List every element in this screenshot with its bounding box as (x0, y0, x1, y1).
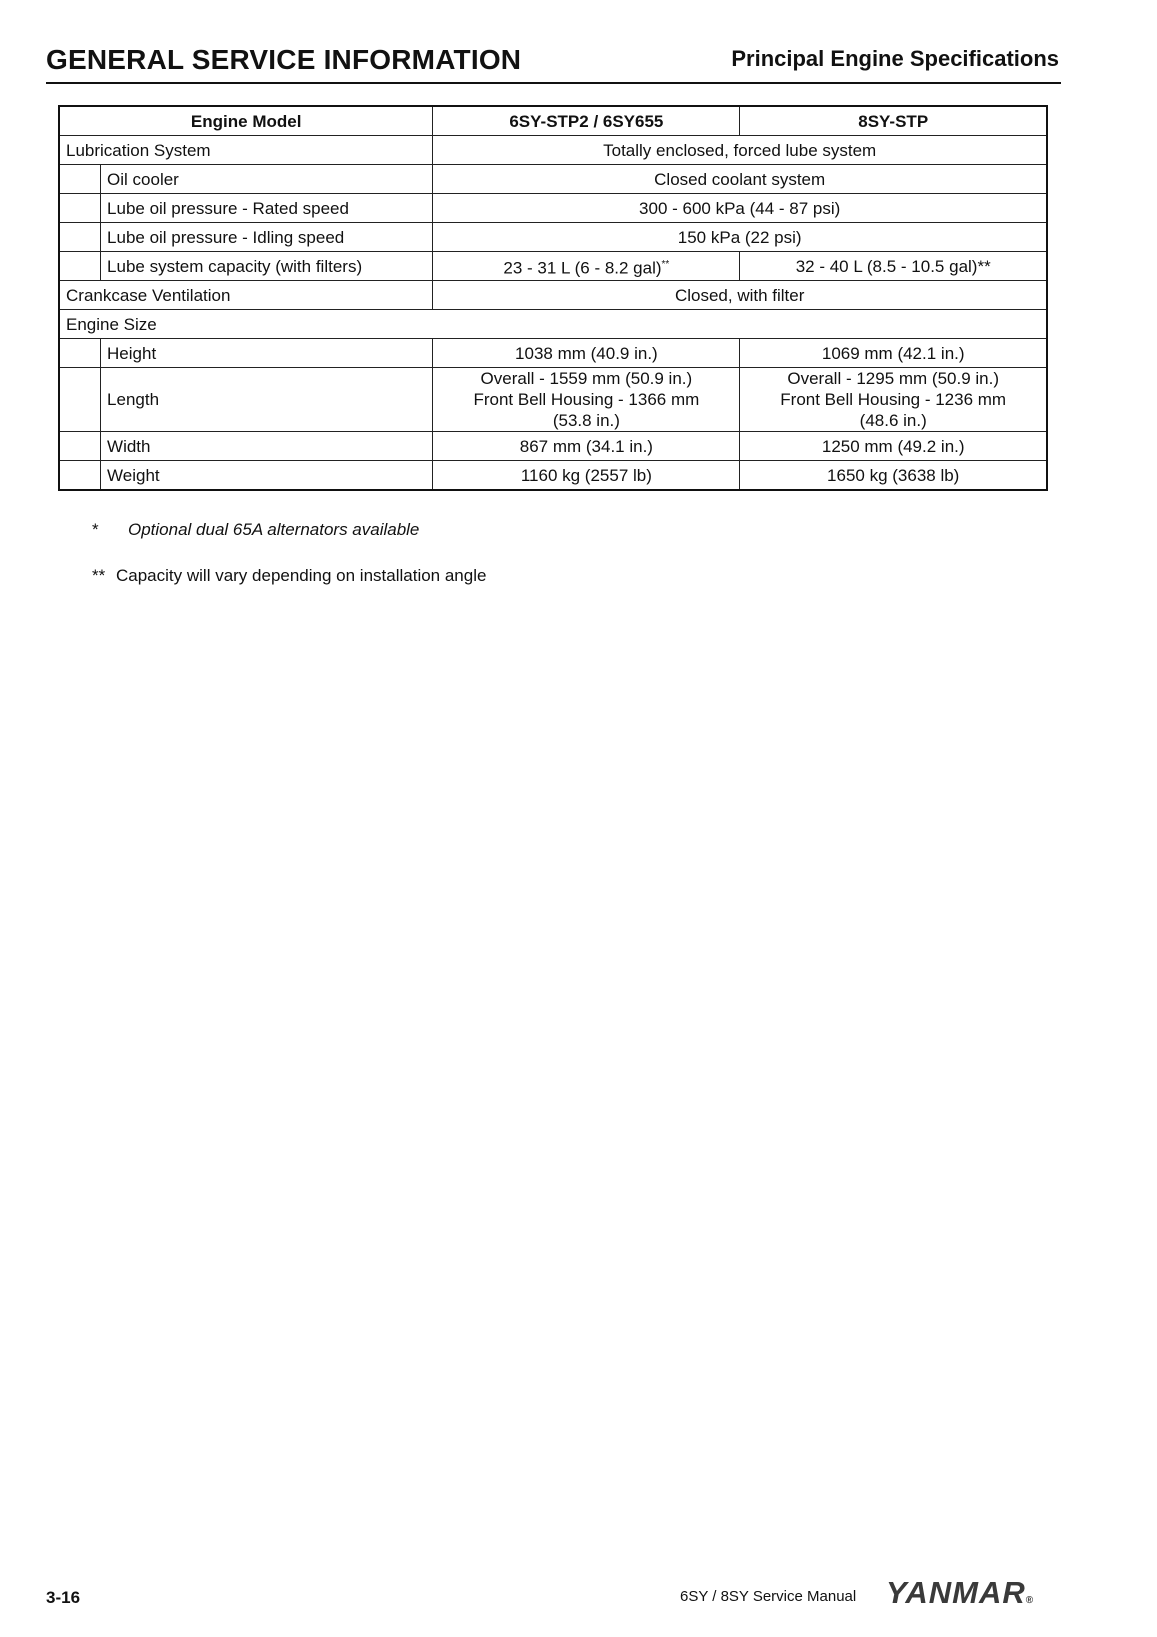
indent-cell (59, 165, 101, 194)
length-6sy-line: (53.8 in.) (552, 411, 620, 430)
pressure-rated-value: 300 - 600 kPa (44 - 87 psi) (433, 194, 1047, 223)
height-6sy-value: 1038 mm (40.9 in.) (433, 339, 740, 368)
height-label: Height (101, 339, 433, 368)
length-6sy-line: Overall - 1559 mm (50.9 in.) (480, 369, 693, 388)
capacity-footnote-mark: ** (661, 258, 670, 270)
pressure-rated-label: Lube oil pressure - Rated speed (101, 194, 433, 223)
table-row (59, 432, 1047, 461)
table-row (59, 194, 1047, 223)
table-row (59, 281, 1047, 310)
table-row (59, 165, 1047, 194)
model-8sy-header: 8SY-STP (740, 106, 1047, 136)
subsection-title: Principal Engine Specifications (731, 46, 1059, 71)
indent-cell (59, 194, 101, 223)
capacity-label: Lube system capacity (with filters) (101, 252, 433, 281)
table-row (59, 368, 1047, 432)
section-title: GENERAL SERVICE INFORMATION (46, 44, 522, 75)
footnote-capacity (92, 566, 486, 586)
indent-cell (59, 432, 101, 461)
crankcase-value: Closed, with filter (433, 281, 1047, 310)
width-6sy-value: 867 mm (34.1 in.) (433, 432, 740, 461)
table-row (59, 136, 1047, 165)
table-header-row (59, 106, 1047, 136)
footnote-text: Capacity will vary depending on installation angle (116, 566, 487, 585)
footnote-alternators (92, 520, 419, 540)
oil-cooler-label: Oil cooler (101, 165, 433, 194)
table-row (59, 223, 1047, 252)
footnote-text: Optional dual 65A alternators available (128, 520, 420, 539)
width-label: Width (101, 432, 433, 461)
engine-model-header: Engine Model (59, 106, 433, 136)
table-row (59, 252, 1047, 281)
registered-mark: ® (1025, 1595, 1035, 1606)
lubrication-label: Lubrication System (59, 136, 433, 165)
indent-cell (59, 252, 101, 281)
footnote-mark: ** (92, 566, 106, 585)
manual-title: 6SY / 8SY Service Manual (680, 1588, 857, 1605)
brand-name: YANMAR (886, 1575, 1026, 1610)
length-8sy-line: Overall - 1295 mm (50.9 in.) (787, 369, 1000, 388)
length-6sy-value (433, 368, 740, 432)
engine-spec-table (58, 105, 1048, 491)
height-8sy-value: 1069 mm (42.1 in.) (740, 339, 1047, 368)
indent-cell (59, 461, 101, 491)
capacity-6sy-value (433, 252, 740, 281)
model-6sy-header: 6SY-STP2 / 6SY655 (433, 106, 740, 136)
width-8sy-value: 1250 mm (49.2 in.) (740, 432, 1047, 461)
pressure-idle-label: Lube oil pressure - Idling speed (101, 223, 433, 252)
indent-cell (59, 223, 101, 252)
length-label: Length (101, 368, 433, 432)
crankcase-label: Crankcase Ventilation (59, 281, 433, 310)
weight-8sy-value: 1650 kg (3638 lb) (740, 461, 1047, 491)
weight-label: Weight (101, 461, 433, 491)
page-header (46, 42, 1061, 84)
indent-cell (59, 368, 101, 432)
indent-cell (59, 339, 101, 368)
length-8sy-value (740, 368, 1047, 432)
footnote-mark: * (92, 520, 99, 539)
pressure-idle-value: 150 kPa (22 psi) (433, 223, 1047, 252)
oil-cooler-value: Closed coolant system (433, 165, 1047, 194)
length-8sy-line: (48.6 in.) (859, 411, 927, 430)
length-6sy-line: Front Bell Housing - 1366 mm (473, 390, 700, 409)
yanmar-logo (886, 1575, 1034, 1611)
table-row (59, 461, 1047, 491)
table-row (59, 310, 1047, 339)
length-8sy-line: Front Bell Housing - 1236 mm (780, 390, 1007, 409)
capacity-6sy-text: 23 - 31 L (6 - 8.2 gal) (503, 258, 662, 278)
page-number: 3-16 (46, 1588, 81, 1607)
weight-6sy-value: 1160 kg (2557 lb) (433, 461, 740, 491)
table-row (59, 339, 1047, 368)
lubrication-value: Totally enclosed, forced lube system (433, 136, 1047, 165)
capacity-8sy-value: 32 - 40 L (8.5 - 10.5 gal)** (740, 252, 1047, 281)
engine-size-label: Engine Size (59, 310, 1047, 339)
